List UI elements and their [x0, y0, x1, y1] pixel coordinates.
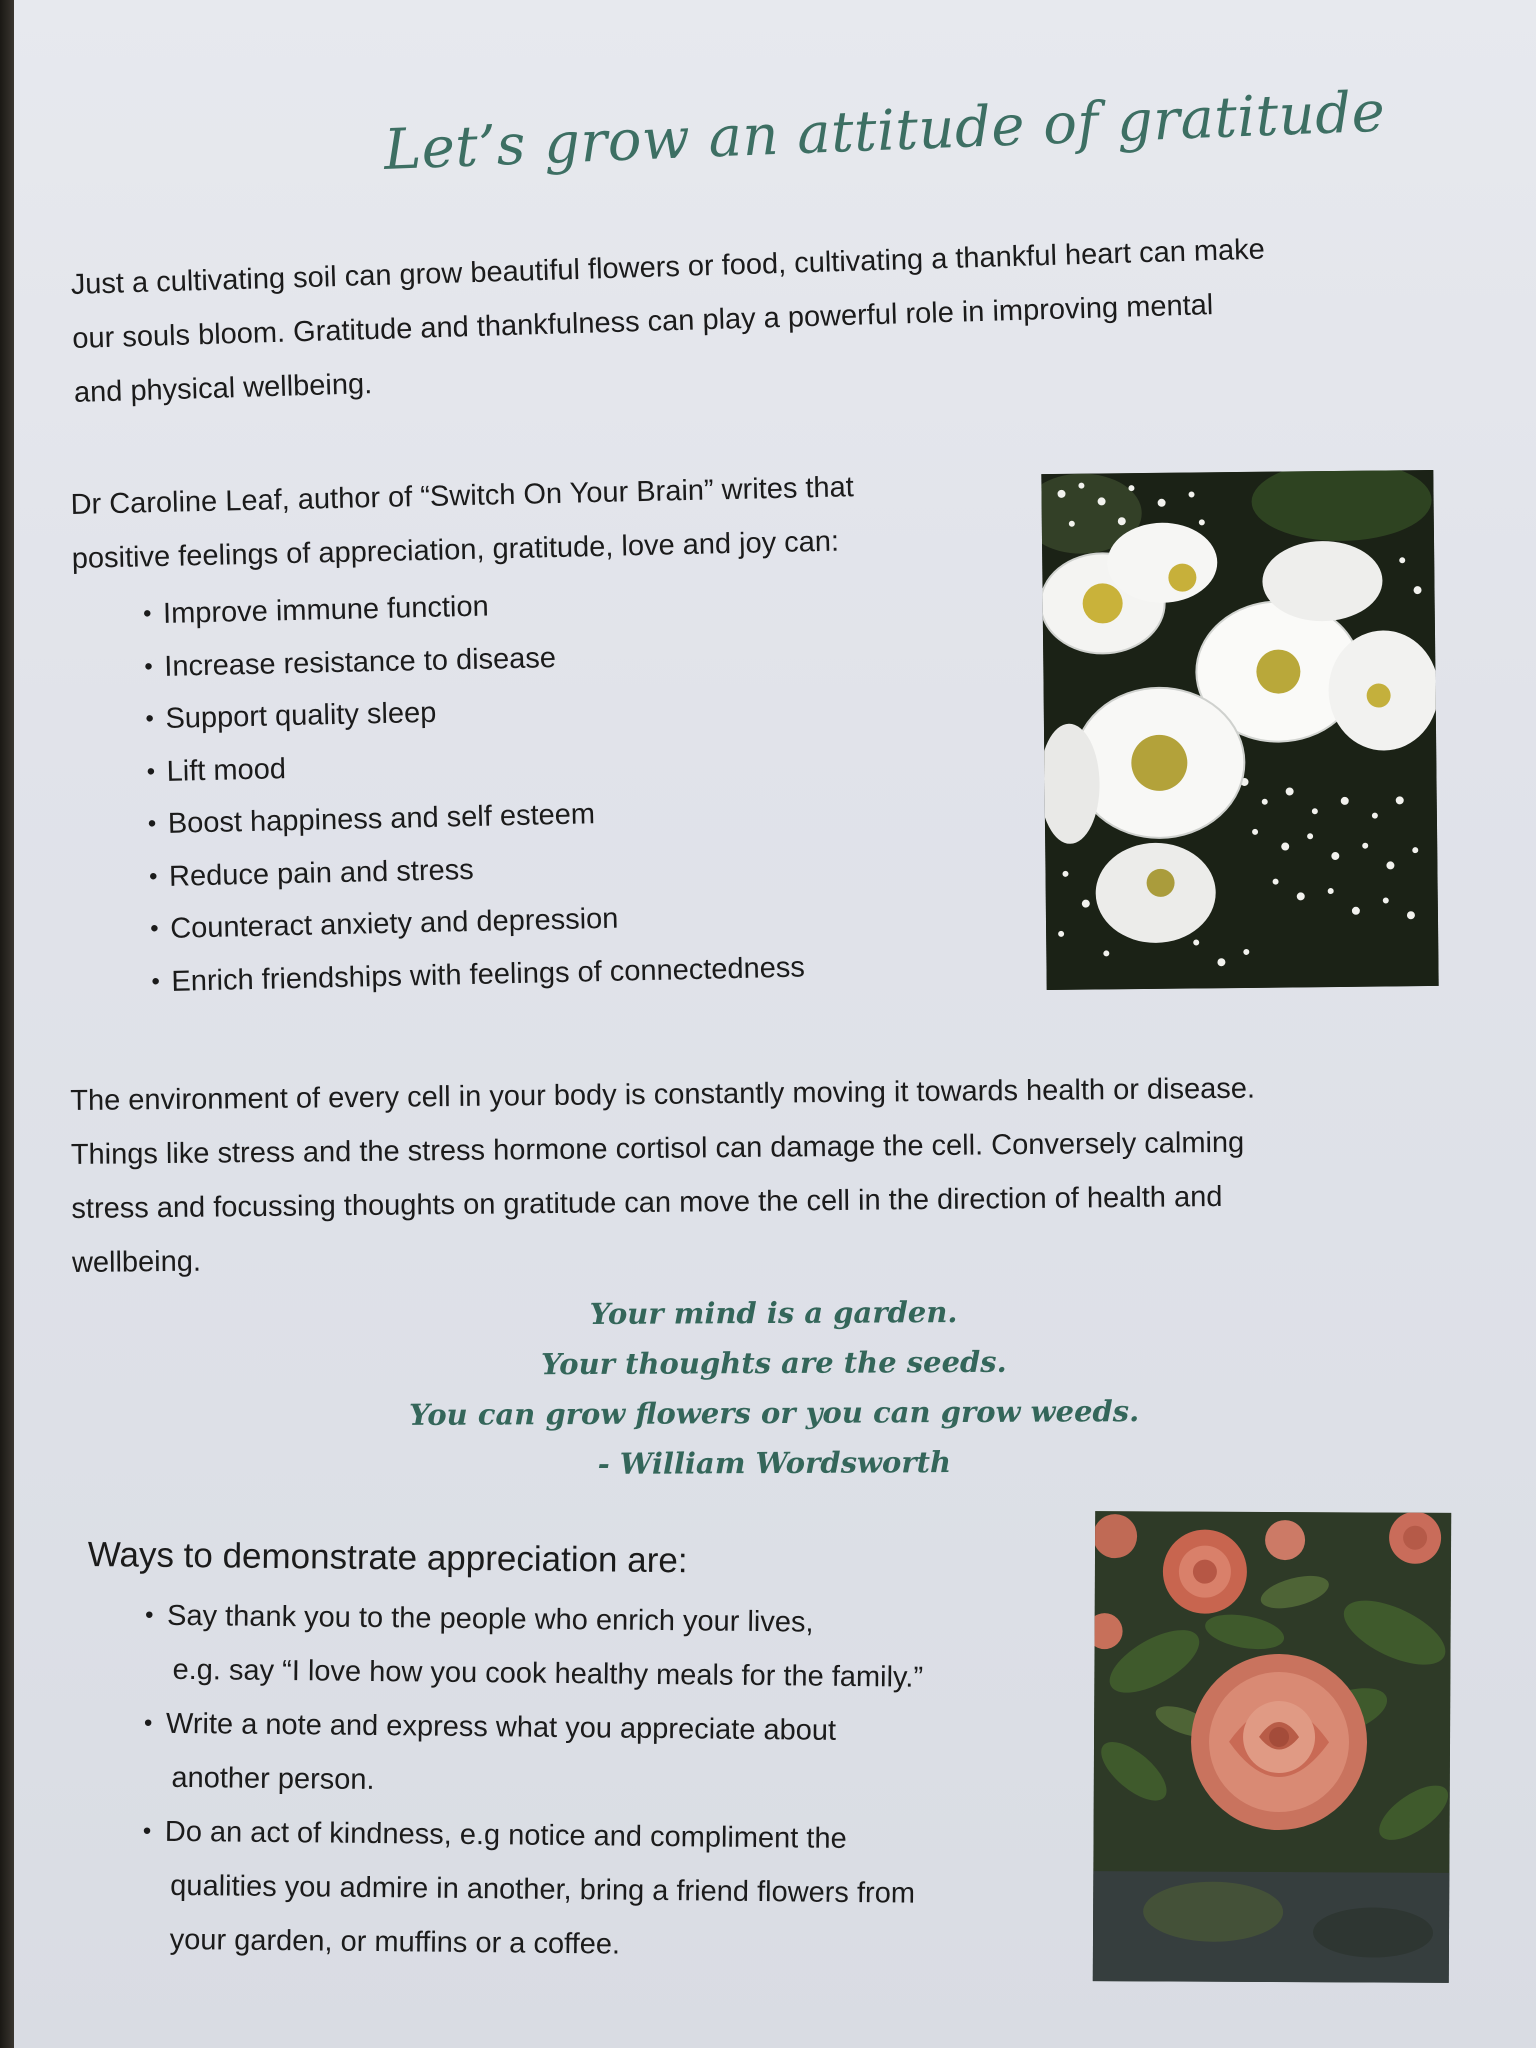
- ways-item-line: • Write a note and express what you appreciate about: [165, 1707, 837, 1747]
- quote-attribution: - William Wordsworth: [597, 1445, 952, 1481]
- ways-item-line: e.g. say “I love how you cook healthy meals for the family.”: [172, 1653, 924, 1694]
- benefit-item: • Counteract anxiety and depression: [150, 884, 1021, 956]
- paper-sheet: [14, 0, 1536, 2048]
- benefit-item: • Lift mood: [146, 726, 1017, 798]
- benefit-item: • Enrich friendships with feelings of connectedness: [151, 936, 1022, 1008]
- ways-section: [83, 1530, 1068, 1976]
- benefit-item: • Boost happiness and self esteem: [147, 779, 1018, 851]
- ways-list: [141, 1589, 1067, 1977]
- desk-edge: [0, 0, 14, 2048]
- intro-line: our souls bloom. Gratitude and thankfulness can play a powerful role in improving mental: [71, 289, 1214, 355]
- leaf-line: positive feelings of appreciation, gratitude, love and joy can:: [71, 525, 840, 575]
- cell-line: The environment of every cell in your body is constantly moving it towards health or disease.: [70, 1072, 1256, 1117]
- rose-photo: [1093, 1511, 1451, 1983]
- daisy-illustration: [1041, 470, 1438, 990]
- cell-paragraph: [70, 1059, 1492, 1290]
- quote-line: Your thoughts are the seeds.: [540, 1344, 1007, 1382]
- ways-item-line: • Say thank you to the people who enrich your lives,: [166, 1599, 814, 1639]
- ways-item-line: • Do an act of kindness, e.g notice and compliment the: [164, 1815, 847, 1855]
- benefit-item: • Increase resistance to disease: [144, 621, 1015, 693]
- benefit-item: • Support quality sleep: [145, 674, 1016, 746]
- ways-heading: Ways to demonstrate appreciation are:: [87, 1534, 688, 1581]
- benefit-item: • Reduce pain and stress: [148, 831, 1019, 903]
- cell-line: Things like stress and the stress hormone cortisol can damage the cell. Conversely calming: [70, 1126, 1245, 1171]
- ways-item-line: qualities you admire in another, bring a friend flowers from: [170, 1869, 916, 1910]
- intro-line: and physical wellbeing.: [73, 368, 373, 409]
- quote-line: You can grow flowers or you can grow weeds.: [409, 1394, 1140, 1432]
- benefit-item: • Improve immune function: [143, 569, 1014, 641]
- benefits-list: [143, 569, 1022, 1009]
- daisy-photo: [1041, 470, 1438, 990]
- intro-paragraph: [70, 216, 1494, 420]
- caroline-leaf-section: [70, 457, 1022, 1010]
- ways-item: [143, 1697, 1066, 1815]
- rose-illustration: [1093, 1511, 1451, 1983]
- ways-item: [141, 1805, 1065, 1977]
- leaf-line: Dr Caroline Leaf, author of “Switch On Your Brain” writes that: [70, 471, 855, 521]
- cell-line: wellbeing.: [71, 1245, 202, 1279]
- wordsworth-quote: [373, 1286, 1174, 1490]
- cell-line: stress and focussing thoughts on gratitude can move the cell in the direction of health and: [71, 1180, 1223, 1225]
- page-title: Let’s grow an attitude of gratitude: [382, 79, 1387, 183]
- quote-line: Your mind is a garden.: [589, 1295, 958, 1331]
- intro-line: Just a cultivating soil can grow beautiful flowers or food, cultivating a thankful heart can make: [70, 233, 1266, 301]
- ways-item-line: another person.: [171, 1761, 375, 1797]
- ways-item-line: your garden, or muffins or a coffee.: [169, 1923, 621, 1961]
- ways-item: [144, 1589, 1067, 1707]
